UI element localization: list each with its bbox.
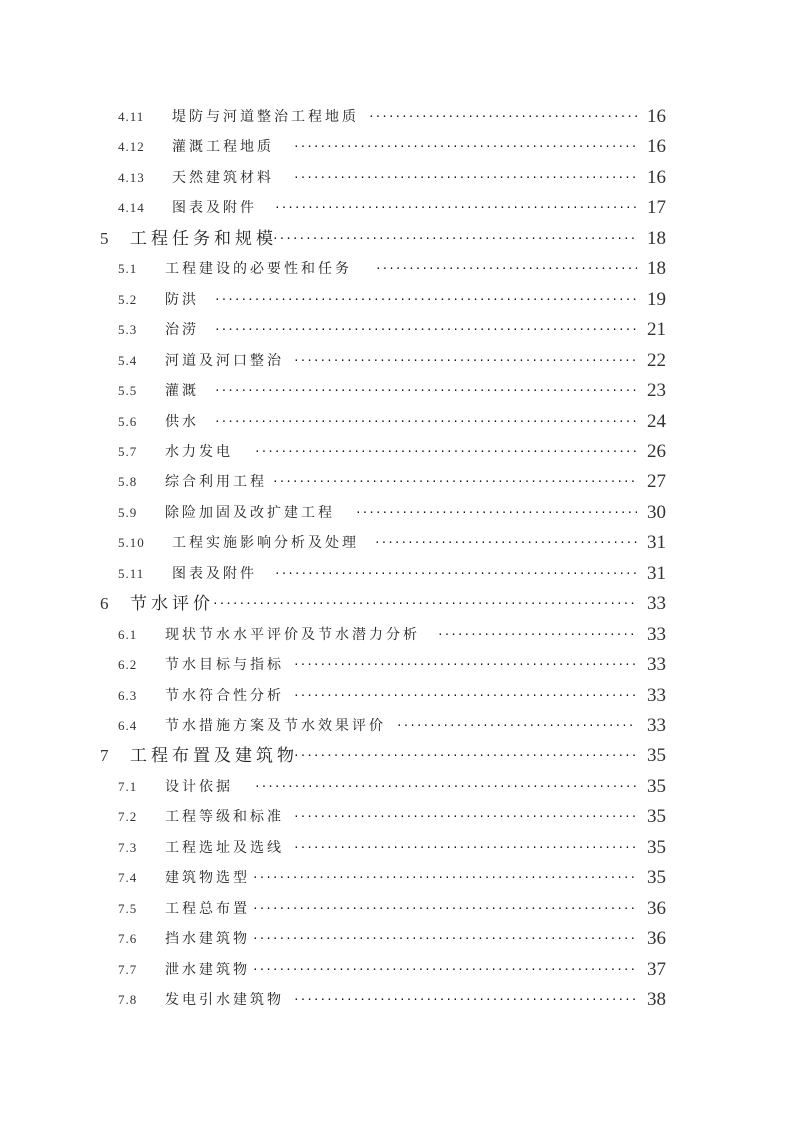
dot-leader bbox=[293, 163, 637, 193]
section-title: 工程建设的必要性和任务 bbox=[165, 261, 352, 278]
section-title: 挡水建筑物 bbox=[165, 931, 250, 948]
page-number: 31 bbox=[647, 532, 666, 554]
toc-section-entry[interactable] bbox=[0, 711, 793, 741]
section-title: 综合利用工程 bbox=[165, 474, 267, 491]
section-number: 5.4 bbox=[118, 352, 138, 368]
section-title: 工程等级和标准 bbox=[165, 809, 284, 826]
toc-section-entry[interactable] bbox=[0, 437, 793, 467]
section-number: 5.1 bbox=[118, 261, 138, 277]
section-number: 5.10 bbox=[118, 535, 145, 551]
dot-leader bbox=[274, 193, 637, 223]
page-number: 24 bbox=[647, 410, 666, 432]
dot-leader bbox=[374, 528, 637, 558]
dot-leader bbox=[293, 650, 637, 680]
section-number: 5.2 bbox=[118, 291, 138, 307]
section-title: 灌溉 bbox=[165, 383, 199, 400]
section-number: 5.3 bbox=[118, 322, 138, 338]
section-number: 4.11 bbox=[118, 109, 145, 124]
section-number: 4.12 bbox=[118, 139, 145, 155]
section-number: 7.8 bbox=[118, 992, 138, 1008]
toc-chapter-entry[interactable] bbox=[0, 741, 793, 771]
toc-section-entry[interactable] bbox=[0, 132, 793, 162]
toc-section-entry[interactable] bbox=[0, 985, 793, 1015]
toc-section-entry[interactable] bbox=[0, 863, 793, 893]
page-number: 33 bbox=[647, 654, 666, 676]
section-title: 河道及河口整治 bbox=[165, 352, 284, 369]
section-title: 灌溉工程地质 bbox=[172, 139, 274, 156]
toc-section-entry[interactable] bbox=[0, 559, 793, 589]
toc-section-entry[interactable] bbox=[0, 772, 793, 802]
page-number: 37 bbox=[647, 958, 666, 980]
dot-leader bbox=[293, 802, 637, 832]
section-title: 工程任务和规模 bbox=[130, 228, 277, 249]
page-number: 16 bbox=[647, 166, 666, 188]
toc-section-entry[interactable] bbox=[0, 955, 793, 985]
dot-leader bbox=[272, 224, 637, 254]
section-number: 5 bbox=[100, 228, 109, 248]
toc-section-entry[interactable] bbox=[0, 620, 793, 650]
section-title: 节水目标与指标 bbox=[165, 657, 284, 674]
page-number: 18 bbox=[647, 258, 666, 280]
page-number: 33 bbox=[647, 623, 666, 645]
toc-section-entry[interactable] bbox=[0, 467, 793, 497]
section-number: 5.11 bbox=[118, 565, 145, 581]
toc-section-entry[interactable] bbox=[0, 102, 793, 132]
section-title: 工程总布置 bbox=[165, 900, 250, 917]
section-number: 5.6 bbox=[118, 413, 138, 429]
dot-leader bbox=[293, 741, 637, 771]
dot-leader bbox=[254, 437, 637, 467]
section-number: 6.4 bbox=[118, 718, 138, 733]
page-number: 35 bbox=[647, 745, 666, 767]
toc-section-entry[interactable] bbox=[0, 376, 793, 406]
section-title: 防洪 bbox=[165, 291, 199, 308]
page-number: 33 bbox=[647, 593, 666, 615]
section-number: 4.13 bbox=[118, 169, 145, 185]
page-number: 19 bbox=[647, 288, 666, 310]
section-title: 工程实施影响分析及处理 bbox=[172, 535, 359, 552]
dot-leader bbox=[437, 620, 637, 650]
toc-section-entry[interactable] bbox=[0, 285, 793, 315]
toc-section-entry[interactable] bbox=[0, 833, 793, 863]
section-number: 7.6 bbox=[118, 931, 138, 947]
section-number: 7 bbox=[100, 746, 109, 766]
section-number: 5.5 bbox=[118, 383, 138, 399]
page-number: 35 bbox=[647, 867, 666, 889]
toc-section-entry[interactable] bbox=[0, 681, 793, 711]
section-number: 6.1 bbox=[118, 626, 138, 642]
dot-leader bbox=[214, 407, 637, 437]
page-number: 31 bbox=[647, 562, 666, 584]
section-number: 5.8 bbox=[118, 474, 138, 490]
dot-leader bbox=[293, 681, 637, 711]
section-title: 节水措施方案及节水效果评价 bbox=[165, 718, 386, 734]
dot-leader bbox=[375, 254, 637, 284]
dot-leader bbox=[252, 863, 637, 893]
dot-leader bbox=[368, 102, 637, 132]
dot-leader bbox=[254, 772, 637, 802]
page-number: 16 bbox=[647, 136, 666, 158]
section-title: 除险加固及改扩建工程 bbox=[165, 504, 335, 521]
toc-section-entry[interactable] bbox=[0, 193, 793, 223]
dot-leader bbox=[293, 833, 637, 863]
section-number: 7.5 bbox=[118, 900, 138, 916]
dot-leader bbox=[274, 559, 637, 589]
dot-leader bbox=[252, 924, 637, 954]
section-number: 5.7 bbox=[118, 443, 138, 459]
section-number: 5.9 bbox=[118, 504, 138, 520]
dot-leader bbox=[214, 285, 637, 315]
toc-section-entry[interactable] bbox=[0, 163, 793, 193]
page-number: 33 bbox=[647, 715, 666, 736]
toc-section-entry[interactable] bbox=[0, 650, 793, 680]
toc-section-entry[interactable] bbox=[0, 498, 793, 528]
toc-section-entry[interactable] bbox=[0, 407, 793, 437]
page-number: 35 bbox=[647, 836, 666, 858]
toc-section-entry[interactable] bbox=[0, 894, 793, 924]
section-title: 天然建筑材料 bbox=[172, 169, 274, 186]
toc-section-entry[interactable] bbox=[0, 346, 793, 376]
toc-section-entry[interactable] bbox=[0, 254, 793, 284]
page-number: 36 bbox=[647, 897, 666, 919]
section-title: 节水符合性分析 bbox=[165, 687, 284, 704]
page-number: 23 bbox=[647, 380, 666, 402]
dot-leader bbox=[293, 985, 637, 1015]
dot-leader bbox=[293, 346, 637, 376]
dot-leader bbox=[214, 376, 637, 406]
section-number: 6.3 bbox=[118, 687, 138, 703]
dot-leader bbox=[252, 955, 637, 985]
section-number: 6.2 bbox=[118, 657, 138, 673]
toc-section-entry[interactable] bbox=[0, 802, 793, 832]
toc-section-entry[interactable] bbox=[0, 924, 793, 954]
page-number: 18 bbox=[647, 227, 666, 249]
section-title: 治涝 bbox=[165, 322, 199, 339]
section-title: 图表及附件 bbox=[172, 565, 257, 582]
toc-chapter-entry[interactable] bbox=[0, 224, 793, 254]
dot-leader bbox=[396, 711, 637, 741]
page-number: 35 bbox=[647, 806, 666, 828]
dot-leader bbox=[293, 132, 637, 162]
section-number: 7.4 bbox=[118, 870, 138, 886]
page-number: 27 bbox=[647, 471, 666, 493]
dot-leader bbox=[212, 589, 637, 619]
page-number: 35 bbox=[647, 775, 666, 797]
toc-chapter-entry[interactable] bbox=[0, 589, 793, 619]
section-title: 工程布置及建筑物 bbox=[130, 746, 298, 767]
page-number: 17 bbox=[647, 197, 666, 219]
dot-leader bbox=[252, 894, 637, 924]
dot-leader bbox=[214, 315, 637, 345]
toc-section-entry[interactable] bbox=[0, 315, 793, 345]
section-title: 工程选址及选线 bbox=[165, 839, 284, 856]
section-title: 建筑物选型 bbox=[165, 870, 250, 887]
page-number: 33 bbox=[647, 684, 666, 706]
section-number: 7.1 bbox=[118, 778, 138, 794]
section-title: 节水评价 bbox=[130, 594, 214, 615]
section-title: 发电引水建筑物 bbox=[165, 992, 284, 1009]
dot-leader bbox=[272, 467, 637, 497]
section-title: 泄水建筑物 bbox=[165, 961, 250, 978]
page-number: 30 bbox=[647, 501, 666, 523]
section-title: 现状节水水平评价及节水潜力分析 bbox=[165, 626, 420, 643]
page-number: 16 bbox=[647, 106, 666, 127]
toc-section-entry[interactable] bbox=[0, 528, 793, 558]
dot-leader bbox=[355, 498, 637, 528]
page-number: 26 bbox=[647, 440, 666, 462]
page-number: 38 bbox=[647, 989, 666, 1011]
section-number: 7.2 bbox=[118, 809, 138, 825]
section-title: 堤防与河道整治工程地质 bbox=[172, 109, 359, 125]
section-title: 图表及附件 bbox=[172, 200, 257, 217]
section-number: 6 bbox=[100, 594, 109, 614]
section-title: 水力发电 bbox=[165, 443, 233, 460]
page-number: 21 bbox=[647, 319, 666, 341]
page-number: 36 bbox=[647, 928, 666, 950]
section-number: 7.3 bbox=[118, 839, 138, 855]
page-number: 22 bbox=[647, 349, 666, 371]
section-title: 设计依据 bbox=[165, 778, 233, 795]
section-number: 7.7 bbox=[118, 961, 138, 977]
section-number: 4.14 bbox=[118, 200, 145, 216]
section-title: 供水 bbox=[165, 413, 199, 430]
